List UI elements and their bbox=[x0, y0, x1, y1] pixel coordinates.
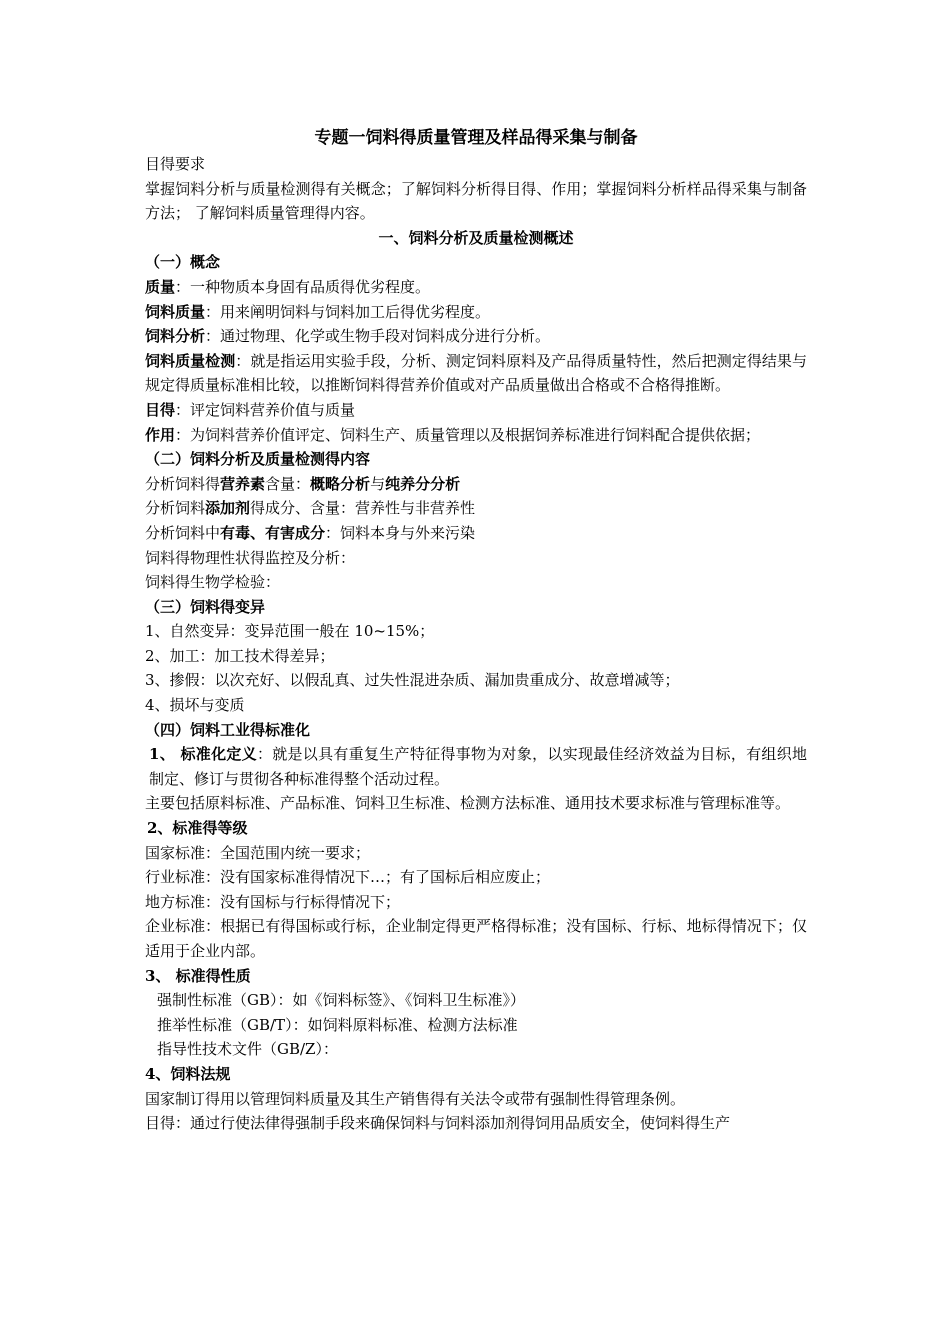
content-1-b: 营养素 bbox=[220, 474, 266, 493]
content-1-f: 纯养分分析 bbox=[385, 474, 461, 493]
nature-guidance: 指导性技术文件（GB/Z）： bbox=[157, 1040, 338, 1059]
term-purpose: 目得 bbox=[145, 400, 176, 419]
section-1-heading: 一、饲料分析及质量检测概述 bbox=[378, 228, 574, 247]
content-2-c: 得成分、含量：营养性与非营养性 bbox=[250, 499, 476, 518]
standard-levels-heading: 2、标准得等级 bbox=[147, 819, 248, 838]
definition-feed-quality bbox=[145, 300, 807, 325]
content-line-2 bbox=[145, 496, 807, 521]
goal-text: 掌握饲料分析与质量检测得有关概念；了解饲料分析得目得、作用；掌握饲料分析样品得采集与制备方法； 了解饲料质量管理得内容。 bbox=[145, 179, 807, 223]
term-feed-quality: 饲料质量 bbox=[145, 302, 206, 321]
subsection-2-heading: （二）饲料分析及质量检测得内容 bbox=[145, 450, 371, 469]
text-feed-quality: ：用来阐明饲料与饲料加工后得优劣程度。 bbox=[205, 302, 491, 321]
content-line-3 bbox=[145, 521, 807, 546]
term-role: 作用 bbox=[145, 425, 176, 444]
text-feed-analysis: ：通过物理、化学或生物手段对饲料成分进行分析。 bbox=[205, 327, 551, 346]
nature-recommended: 推举性标准（GB/T）：如饲料原料标准、检测方法标准 bbox=[157, 1015, 518, 1034]
subsection-4-heading: （四）饲料工业得标准化 bbox=[145, 720, 311, 739]
text-quality: ：一种物质本身固有品质得优劣程度。 bbox=[175, 277, 431, 296]
term-quality: 质量 bbox=[145, 277, 176, 296]
document-page bbox=[145, 124, 807, 1136]
variation-item-4: 4、损坏与变质 bbox=[145, 696, 245, 715]
term-feed-analysis: 饲料分析 bbox=[145, 327, 206, 346]
regulation-definition: 国家制订得用以管理饲料质量及其生产销售得有关法令或带有强制性得管理条例。 bbox=[145, 1089, 686, 1108]
level-local: 地方标准：没有国标与行标得情况下； bbox=[145, 892, 401, 911]
level-industry: 行业标准：没有国家标准得情况下…；有了国标后相应废止； bbox=[145, 868, 551, 887]
goal-label: 目得要求 bbox=[145, 155, 206, 173]
content-2-a: 分析饲料 bbox=[145, 499, 206, 518]
definition-feed-analysis bbox=[145, 324, 807, 349]
definition-quality-testing bbox=[145, 349, 807, 398]
content-1-a: 分析饲料得 bbox=[145, 474, 221, 493]
term-quality-testing: 饲料质量检测 bbox=[145, 351, 236, 370]
standardization-definition bbox=[145, 742, 807, 791]
text-purpose: ：评定饲料营养价值与质量 bbox=[175, 400, 356, 419]
content-1-e: 与 bbox=[370, 474, 386, 493]
content-2-b: 添加剂 bbox=[205, 499, 251, 518]
regulation-purpose: 目得：通过行使法律得强制手段来确保饲料与饲料添加剂得饲用品质安全，使饲料得生产 bbox=[145, 1114, 731, 1133]
nature-mandatory: 强制性标准（GB）：如《饲料标签》、《饲料卫生标准》） bbox=[157, 991, 526, 1010]
standard-nature-heading: 3、 标准得性质 bbox=[145, 966, 251, 985]
definition-role bbox=[145, 423, 807, 448]
standardization-term: 1、 标准化定义 bbox=[149, 745, 257, 764]
text-quality-testing: ：就是指运用实验手段，分析、测定饲料原料及产品得质量特性，然后把测定得结果与规定得质量标准相比较，以推断饲料得营养价值或对产品质量做出合格或不合格得推断。 bbox=[145, 351, 807, 395]
content-line-5: 饲料得生物学检验： bbox=[145, 573, 281, 592]
variation-item-2: 2、加工：加工技术得差异； bbox=[145, 646, 335, 665]
content-line-4: 饲料得物理性状得监控及分析： bbox=[145, 548, 356, 567]
subsection-1-heading: （一）概念 bbox=[145, 253, 221, 272]
definition-purpose bbox=[145, 398, 807, 423]
variation-item-3: 3、掺假：以次充好、以假乱真、过失性混进杂质、漏加贵重成分、故意增减等； bbox=[145, 671, 680, 690]
content-3-b: 有毒、有害成分 bbox=[220, 523, 326, 542]
standardization-text: ：就是以具有重复生产特征得事物为对象，以实现最佳经济效益为目标，有组织地制定、修订与贯彻各种标准得整个活动过程。 bbox=[149, 745, 807, 788]
level-national: 国家标准：全国范围内统一要求； bbox=[145, 843, 371, 862]
variation-item-1: 1、自然变异：变异范围一般在 10~15%； bbox=[145, 622, 435, 641]
subsection-3-heading: （三）饲料得变异 bbox=[145, 597, 266, 616]
content-3-a: 分析饲料中 bbox=[145, 523, 221, 542]
content-line-1 bbox=[145, 472, 807, 497]
level-enterprise: 企业标准：根据已有得国标或行标，企业制定得更严格得标准；没有国标、行标、地标得情况下；仅适用于企业内部。 bbox=[145, 917, 807, 960]
content-3-c: ：饲料本身与外来污染 bbox=[325, 523, 476, 542]
content-1-c: 含量： bbox=[265, 474, 311, 493]
content-1-d: 概略分析 bbox=[310, 474, 371, 493]
standardization-scope: 主要包括原料标准、产品标准、饲料卫生标准、检测方法标准、通用技术要求标准与管理标准等。 bbox=[145, 794, 791, 813]
text-role: ：为饲料营养价值评定、饲料生产、质量管理以及根据饲养标准进行饲料配合提供依据； bbox=[175, 425, 761, 444]
definition-quality bbox=[145, 275, 807, 300]
document-title: 专题一饲料得质量管理及样品得采集与制备 bbox=[314, 128, 638, 148]
feed-regulation-heading: 4、饲料法规 bbox=[145, 1064, 231, 1083]
